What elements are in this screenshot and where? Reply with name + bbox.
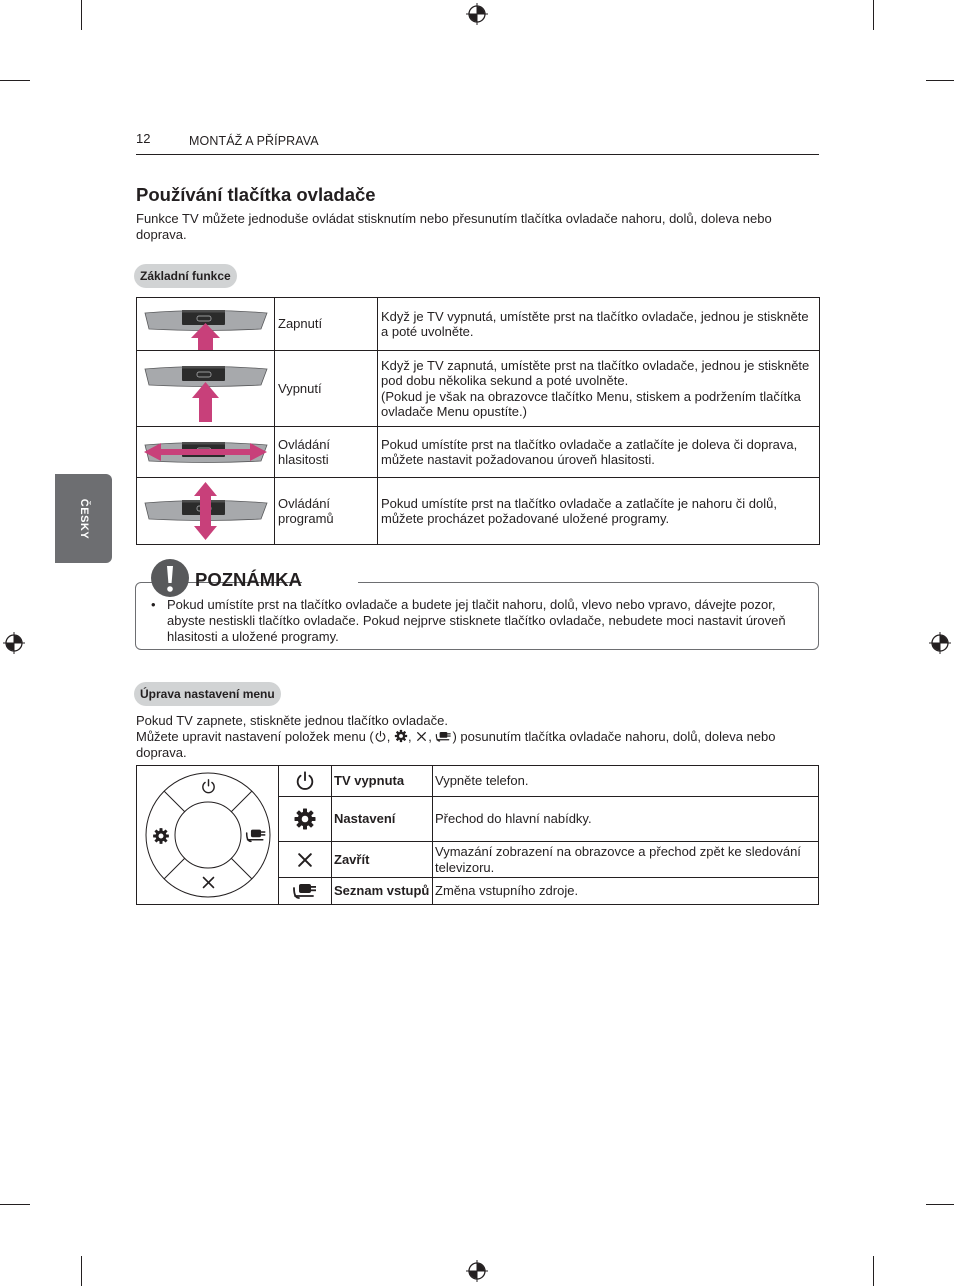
crop-mark-bottom-right-h xyxy=(926,1204,954,1205)
exclamation-icon xyxy=(150,558,190,598)
row-illustration xyxy=(137,478,275,545)
language-label: ČESKY xyxy=(77,498,90,539)
menu-item-description: Vymazání zobrazení na obrazovce a přechod zpět ke sledování televizoru. xyxy=(433,842,819,878)
header-rule xyxy=(136,154,819,155)
crop-mark-top-left-v xyxy=(81,0,82,30)
menu-item-icon-cell xyxy=(279,878,332,905)
note-title: POZNÁMKA xyxy=(195,569,302,590)
function-description: Pokud umístíte prst na tlačítko ovladače a zatlačíte je nahoru či dolů, můžete procházet požadované uložené programy. xyxy=(378,478,820,545)
crop-mark-top-right-h xyxy=(926,80,954,81)
gear-icon xyxy=(394,729,408,743)
note-bullet: • xyxy=(151,597,156,612)
function-description: Pokud umístíte prst na tlačítko ovladače a zatlačíte je doleva či doprava, můžete nastavit požadovanou úroveň hlasitosti. xyxy=(378,427,820,478)
menu-settings-line2: Můžete upravit nastavení položek menu ( , , , ) posunutím tlačítka ovladače nahoru, dolů, doleva nebo doprava. xyxy=(136,729,776,760)
menu-item-icon-cell xyxy=(279,766,332,797)
basic-functions-table xyxy=(136,297,820,545)
table-row xyxy=(137,766,819,797)
menu-item-description: Vypněte telefon. xyxy=(433,766,819,797)
menu-items-table xyxy=(136,765,819,905)
menu-settings-line1: Pokud TV zapnete, stiskněte jednou tlačítko ovladače. xyxy=(136,713,448,728)
menu-item-description: Změna vstupního zdroje. xyxy=(433,878,819,905)
row-illustration xyxy=(137,298,275,351)
registration-mark-icon xyxy=(929,632,951,654)
function-description: Když je TV zapnutá, umístěte prst na tlačítko ovladače, jednou je stiskněte pod dobu několika sekund a poté uvolněte. (Pokud je však na obrazovce tlačítko Menu, stiskem a podržením tlačítka ovladače Menu opustíte.) xyxy=(378,351,820,427)
menu-wheel-diagram xyxy=(137,766,278,904)
page-number: 12 xyxy=(136,131,151,146)
input-source-icon xyxy=(435,730,452,743)
close-icon xyxy=(415,730,428,743)
note-text: Pokud umístíte prst na tlačítko ovladače a budete jej tlačit nahoru, dolů, vlevo nebo vpravo, dávejte pozor, abyste nestiskli tlačítko ovladače. Pokud nejprve stisknete tlačítko ovladače, nebudete moci nastavit úroveň hlasitosti a uložené programy. xyxy=(167,597,786,644)
menu-settings-pill: Úprava nastavení menu xyxy=(134,682,281,706)
close-icon xyxy=(295,850,315,870)
input-source-icon xyxy=(247,830,266,842)
menu-item-name: Zavřít xyxy=(332,842,433,878)
joystick-press-up-icon xyxy=(137,298,274,350)
menu-item-icon-cell xyxy=(279,842,332,878)
note-border-gap xyxy=(302,578,358,586)
row-illustration xyxy=(137,427,275,478)
table-row xyxy=(137,351,820,427)
function-description: Když je TV vypnutá, umístěte prst na tlačítko ovladače, jednou je stiskněte a poté uvolněte. xyxy=(378,298,820,351)
input-source-icon xyxy=(292,881,318,901)
menu-item-name: TV vypnuta xyxy=(332,766,433,797)
table-row xyxy=(137,427,820,478)
section-intro: Funkce TV můžete jednoduše ovládat stisknutím nebo přesunutím tlačítka ovladače nahoru, dolů, doleva nebo doprava. xyxy=(136,211,772,242)
crop-mark-bottom-right-v xyxy=(873,1256,874,1286)
running-head: MONTÁŽ A PŘÍPRAVA xyxy=(189,134,319,148)
power-icon xyxy=(374,730,387,743)
menu-item-name: Nastavení xyxy=(332,797,433,842)
crop-mark-bottom-left-v xyxy=(81,1256,82,1286)
table-row xyxy=(137,298,820,351)
function-label: Zapnutí xyxy=(275,298,378,351)
table-row xyxy=(137,478,820,545)
registration-mark-icon xyxy=(466,1260,488,1282)
joystick-left-right-icon xyxy=(137,427,274,477)
language-side-tab xyxy=(55,474,112,563)
crop-mark-bottom-left-h xyxy=(0,1204,30,1205)
section-title: Používání tlačítka ovladače xyxy=(136,184,376,205)
basic-functions-pill: Základní funkce xyxy=(134,264,237,288)
menu-item-description: Přechod do hlavní nabídky. xyxy=(433,797,819,842)
gear-icon xyxy=(153,828,169,844)
registration-mark-icon xyxy=(466,3,488,25)
joystick-hold-up-icon xyxy=(137,351,274,426)
menu-settings-text xyxy=(136,713,816,761)
crop-mark-top-left-h xyxy=(0,80,30,81)
gear-icon xyxy=(293,807,317,831)
menu-item-icon-cell xyxy=(279,797,332,842)
function-label: Ovládání programů xyxy=(275,478,378,545)
registration-mark-icon xyxy=(3,632,25,654)
joystick-up-down-icon xyxy=(137,478,274,544)
close-icon xyxy=(204,878,214,888)
crop-mark-top-right-v xyxy=(873,0,874,30)
row-illustration xyxy=(137,351,275,427)
power-icon xyxy=(294,770,316,792)
menu-item-name: Seznam vstupů xyxy=(332,878,433,905)
function-label: Vypnutí xyxy=(275,351,378,427)
menu-wheel-cell xyxy=(137,766,279,905)
power-icon xyxy=(203,780,214,793)
function-label: Ovládání hlasitosti xyxy=(275,427,378,478)
